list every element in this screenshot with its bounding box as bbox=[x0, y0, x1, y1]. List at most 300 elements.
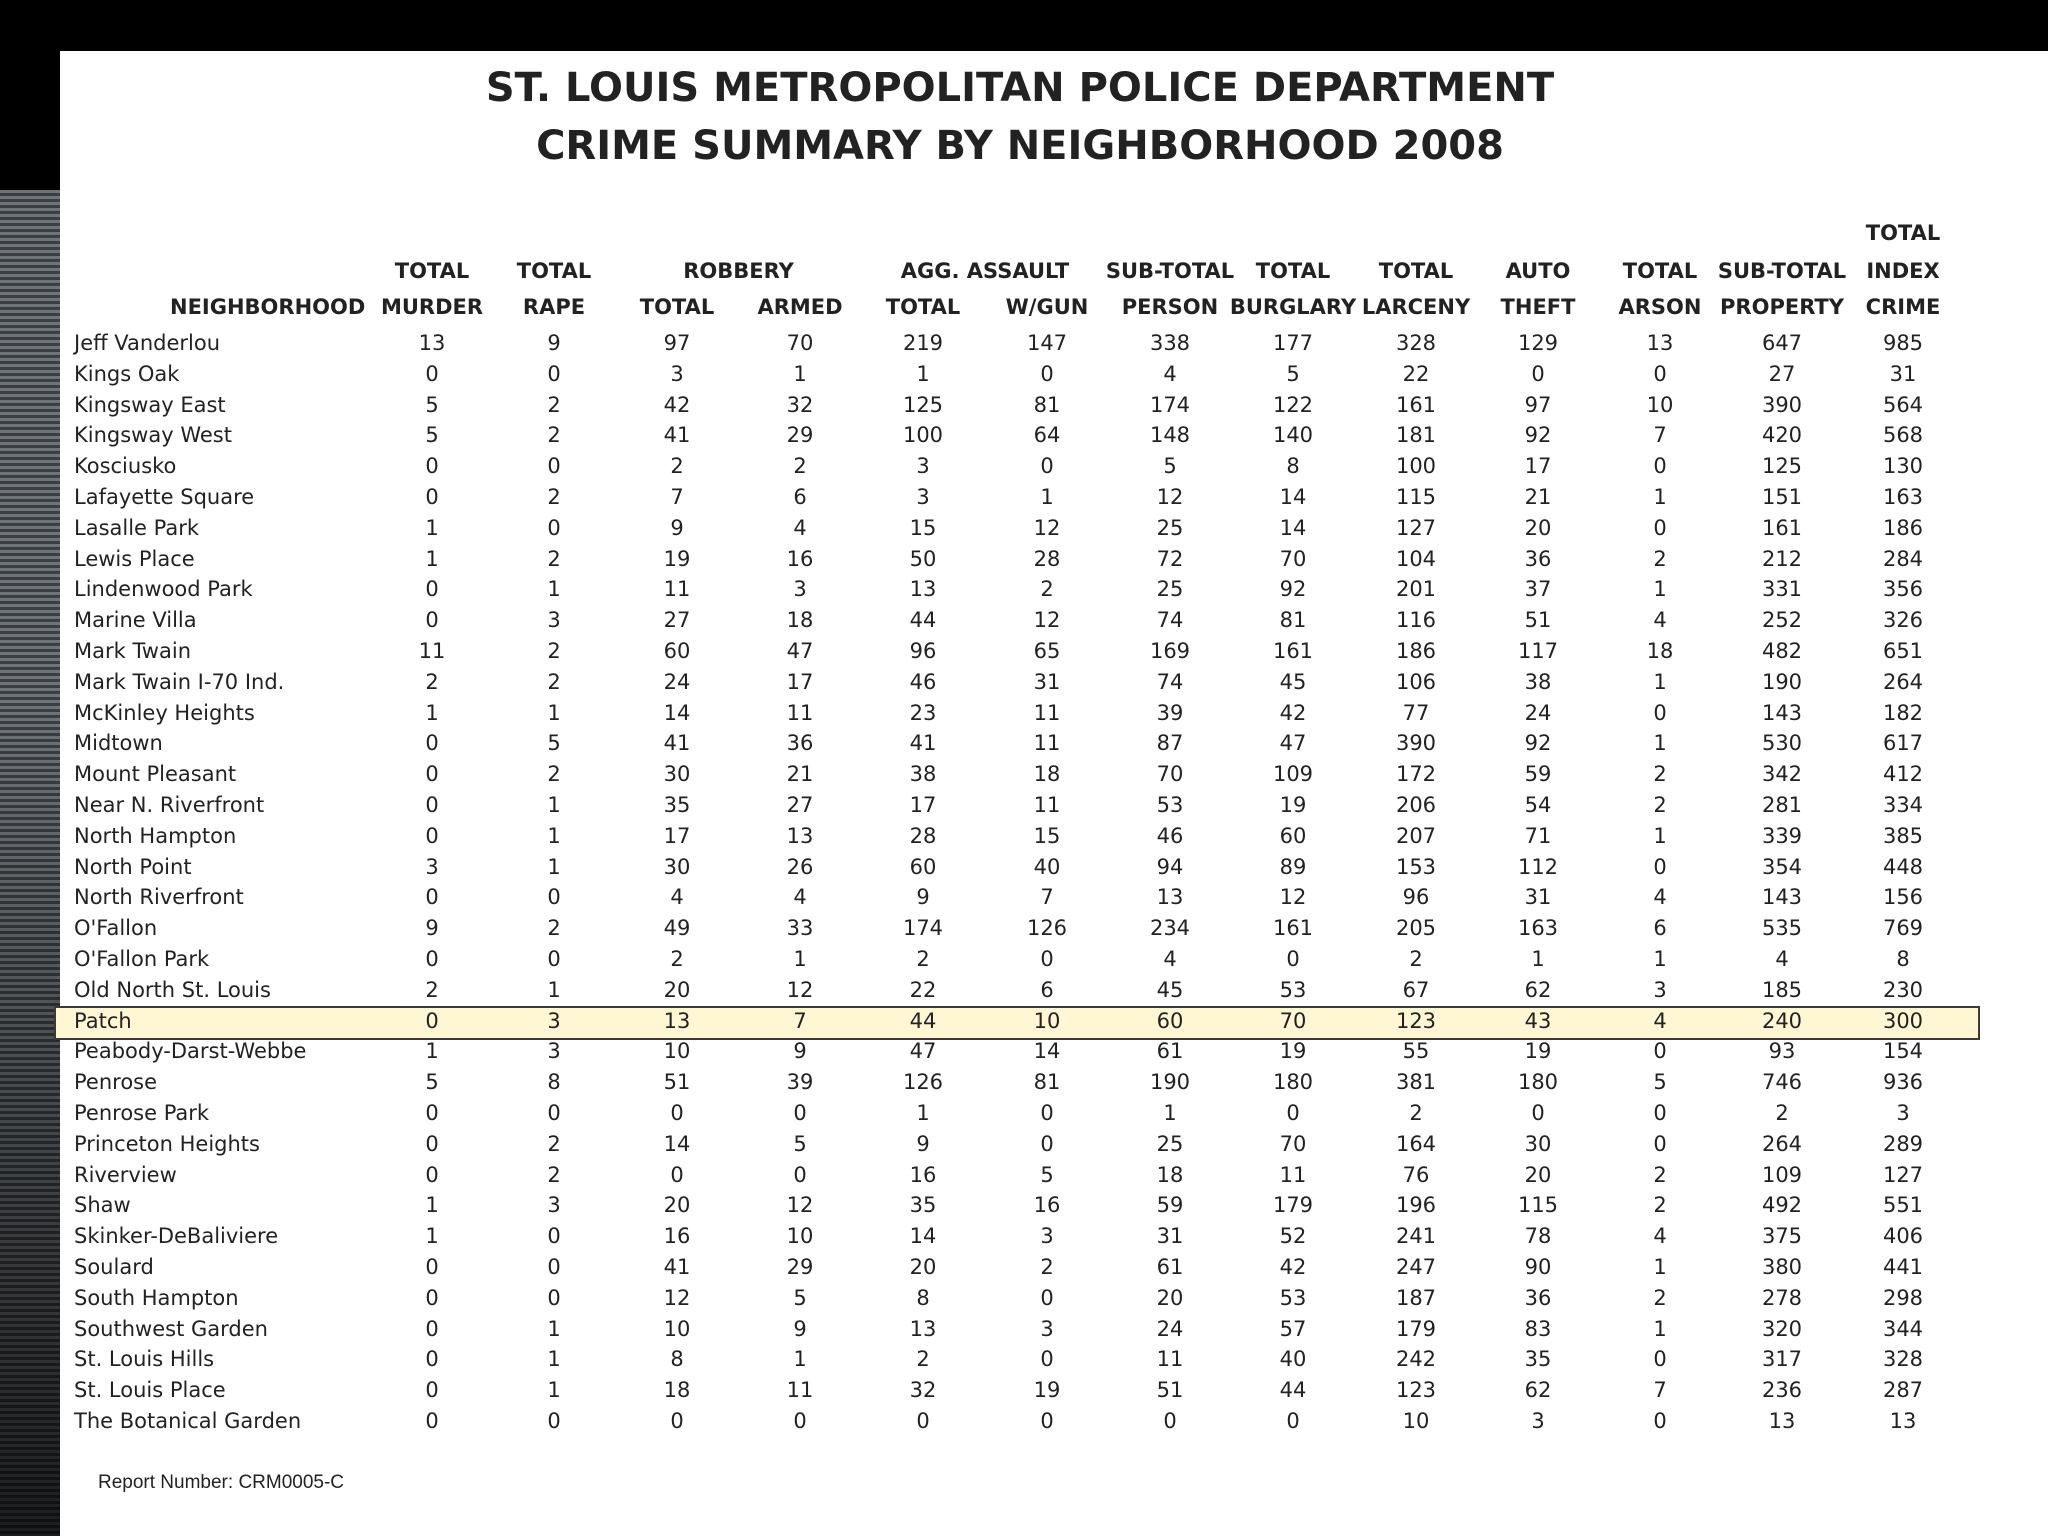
row-larceny-value: 186 bbox=[1395, 639, 1437, 663]
row-burglary-value: 70 bbox=[1279, 1131, 1307, 1156]
row-burglary-value: 5 bbox=[1286, 361, 1300, 386]
row-auto-theft-value: 54 bbox=[1524, 793, 1552, 817]
header-subtotal-person: PERSON bbox=[1121, 295, 1219, 319]
row-total-index-crime-value: 356 bbox=[1882, 577, 1924, 602]
row-larceny-value: 106 bbox=[1395, 669, 1437, 694]
row-larceny-value: 381 bbox=[1395, 1070, 1437, 1095]
row-auto-theft-value: 17 bbox=[1524, 454, 1552, 479]
row-assault-total-value: 100 bbox=[902, 423, 944, 448]
row-robbery-total-value: 8 bbox=[670, 1347, 684, 1372]
row-auto-theft-value: 92 bbox=[1524, 731, 1552, 756]
row-rape-value: 3 bbox=[547, 1039, 561, 1064]
header-robbery-total: TOTAL bbox=[639, 295, 715, 319]
row-robbery-total-value: 41 bbox=[663, 731, 691, 756]
row-larceny-value: 179 bbox=[1395, 1316, 1437, 1341]
row-arson-value: 1 bbox=[1653, 947, 1667, 971]
row-auto-theft-value: 59 bbox=[1524, 762, 1552, 787]
row-subtotal-person-value: 87 bbox=[1156, 731, 1184, 756]
row-rape-value: 2 bbox=[547, 423, 561, 448]
row-murder-value: 0 bbox=[425, 762, 439, 787]
row-subtotal-property-value: 530 bbox=[1761, 731, 1803, 756]
title-line-1: ST. LOUIS METROPOLITAN POLICE DEPARTMENT bbox=[485, 65, 1555, 111]
row-auto-theft-value: 115 bbox=[1517, 1193, 1559, 1218]
row-burglary-value: 14 bbox=[1279, 515, 1307, 540]
row-assault-total-value: 23 bbox=[909, 700, 937, 725]
row-neighborhood-name: Marine Villa bbox=[74, 608, 197, 633]
row-burglary-value: 70 bbox=[1279, 546, 1307, 571]
row-total-index-crime-value: 31 bbox=[1889, 361, 1917, 386]
header-larceny-top: TOTAL bbox=[1378, 259, 1454, 283]
row-assault-w-gun-value: 2 bbox=[1040, 1255, 1054, 1279]
row-larceny-value: 172 bbox=[1395, 762, 1437, 787]
row-subtotal-person-value: 25 bbox=[1156, 515, 1184, 540]
row-subtotal-person-value: 5 bbox=[1163, 454, 1177, 479]
row-larceny-value: 196 bbox=[1395, 1193, 1437, 1218]
row-larceny-value: 22 bbox=[1402, 361, 1430, 386]
row-arson-value: 4 bbox=[1653, 1224, 1667, 1249]
row-total-index-crime-value: 8 bbox=[1896, 947, 1910, 971]
row-murder-value: 13 bbox=[418, 331, 446, 355]
row-total-index-crime-value: 264 bbox=[1882, 669, 1924, 694]
row-robbery-armed-value: 5 bbox=[793, 1285, 807, 1310]
row-auto-theft-value: 62 bbox=[1524, 1378, 1552, 1403]
row-murder-value: 0 bbox=[425, 361, 439, 386]
row-burglary-value: 8 bbox=[1286, 454, 1300, 479]
row-assault-w-gun-value: 81 bbox=[1033, 392, 1061, 417]
row-assault-total-value: 2 bbox=[916, 1347, 930, 1372]
row-robbery-armed-value: 17 bbox=[786, 669, 814, 694]
row-rape-value: 0 bbox=[547, 361, 561, 386]
row-total-index-crime-value: 287 bbox=[1882, 1378, 1924, 1403]
row-murder-value: 2 bbox=[425, 669, 439, 694]
row-neighborhood-name: Soulard bbox=[74, 1255, 154, 1279]
row-murder-value: 1 bbox=[425, 1039, 439, 1064]
row-auto-theft-value: 129 bbox=[1517, 331, 1559, 355]
row-rape-value: 0 bbox=[547, 1255, 561, 1279]
row-assault-w-gun-value: 16 bbox=[1033, 1193, 1061, 1218]
row-robbery-armed-value: 1 bbox=[793, 1347, 807, 1372]
row-auto-theft-value: 38 bbox=[1524, 669, 1552, 694]
row-neighborhood-name: Lafayette Square bbox=[74, 485, 255, 509]
row-murder-value: 5 bbox=[425, 1070, 439, 1095]
row-burglary-value: 19 bbox=[1279, 1039, 1307, 1064]
row-robbery-armed-value: 21 bbox=[786, 762, 814, 787]
row-robbery-armed-value: 27 bbox=[786, 793, 814, 817]
row-neighborhood-name: Penrose Park bbox=[74, 1101, 210, 1125]
row-assault-total-value: 35 bbox=[909, 1193, 937, 1218]
row-robbery-total-value: 18 bbox=[663, 1378, 691, 1403]
row-subtotal-person-value: 24 bbox=[1156, 1316, 1184, 1341]
row-auto-theft-value: 3 bbox=[1531, 1409, 1545, 1433]
title-line-2: CRIME SUMMARY BY NEIGHBORHOOD 2008 bbox=[536, 123, 1504, 169]
row-neighborhood-name: North Hampton bbox=[74, 823, 237, 848]
row-robbery-armed-value: 0 bbox=[793, 1162, 807, 1187]
row-rape-value: 2 bbox=[547, 916, 561, 941]
row-total-index-crime-value: 334 bbox=[1882, 793, 1924, 817]
row-neighborhood-name: Near N. Riverfront bbox=[74, 793, 265, 817]
row-robbery-total-value: 14 bbox=[663, 700, 691, 725]
header-rape: RAPE bbox=[522, 295, 586, 319]
row-burglary-value: 89 bbox=[1279, 854, 1307, 879]
row-assault-w-gun-value: 31 bbox=[1033, 669, 1061, 694]
row-subtotal-person-value: 0 bbox=[1163, 1409, 1177, 1433]
row-assault-total-value: 9 bbox=[916, 885, 930, 910]
row-assault-w-gun-value: 18 bbox=[1033, 762, 1061, 787]
row-robbery-armed-value: 70 bbox=[786, 331, 814, 355]
row-arson-value: 2 bbox=[1653, 793, 1667, 817]
row-arson-value: 1 bbox=[1653, 823, 1667, 848]
row-robbery-total-value: 10 bbox=[663, 1316, 691, 1341]
row-assault-w-gun-value: 40 bbox=[1033, 854, 1061, 879]
row-subtotal-person-value: 234 bbox=[1149, 916, 1191, 941]
row-robbery-total-value: 0 bbox=[670, 1409, 684, 1433]
row-robbery-total-value: 41 bbox=[663, 423, 691, 448]
row-assault-w-gun-value: 28 bbox=[1033, 546, 1061, 571]
row-auto-theft-value: 0 bbox=[1531, 361, 1545, 386]
header-burglary: BURGLARY bbox=[1229, 295, 1357, 319]
document-title bbox=[60, 59, 1980, 175]
row-burglary-value: 14 bbox=[1279, 485, 1307, 509]
row-larceny-value: 55 bbox=[1402, 1039, 1430, 1064]
row-subtotal-person-value: 72 bbox=[1156, 546, 1184, 571]
row-assault-w-gun-value: 15 bbox=[1033, 823, 1061, 848]
row-neighborhood-name: St. Louis Hills bbox=[74, 1347, 215, 1372]
row-burglary-value: 47 bbox=[1279, 731, 1307, 756]
row-neighborhood-name: Kingsway West bbox=[74, 423, 232, 448]
row-larceny-value: 161 bbox=[1395, 392, 1437, 417]
row-subtotal-person-value: 4 bbox=[1163, 947, 1177, 971]
row-murder-value: 0 bbox=[425, 454, 439, 479]
header-total-index-top: TOTAL bbox=[1865, 221, 1941, 245]
row-robbery-total-value: 13 bbox=[663, 1008, 691, 1033]
row-total-index-crime-value: 568 bbox=[1882, 423, 1924, 448]
row-burglary-value: 44 bbox=[1279, 1378, 1307, 1403]
row-neighborhood-name: O'Fallon bbox=[74, 916, 158, 941]
row-rape-value: 1 bbox=[547, 977, 561, 1002]
row-subtotal-person-value: 45 bbox=[1156, 977, 1184, 1002]
row-auto-theft-value: 19 bbox=[1524, 1039, 1552, 1064]
row-robbery-total-value: 11 bbox=[663, 577, 691, 602]
row-larceny-value: 241 bbox=[1395, 1224, 1437, 1249]
row-rape-value: 0 bbox=[547, 454, 561, 479]
row-murder-value: 5 bbox=[425, 392, 439, 417]
row-arson-value: 2 bbox=[1653, 546, 1667, 571]
row-larceny-value: 247 bbox=[1395, 1255, 1437, 1279]
row-auto-theft-value: 180 bbox=[1517, 1070, 1559, 1095]
row-arson-value: 1 bbox=[1653, 1255, 1667, 1279]
row-arson-value: 10 bbox=[1646, 392, 1674, 417]
header-group-agg-assault: AGG. ASSAULT bbox=[900, 259, 1070, 283]
row-larceny-value: 2 bbox=[1409, 1101, 1423, 1125]
row-subtotal-property-value: 492 bbox=[1761, 1193, 1803, 1218]
row-neighborhood-name: O'Fallon Park bbox=[74, 947, 210, 971]
row-rape-value: 3 bbox=[547, 608, 561, 633]
row-assault-w-gun-value: 11 bbox=[1033, 793, 1061, 817]
row-murder-value: 0 bbox=[425, 731, 439, 756]
row-murder-value: 0 bbox=[425, 577, 439, 602]
row-assault-w-gun-value: 6 bbox=[1040, 977, 1054, 1002]
row-subtotal-property-value: 535 bbox=[1761, 916, 1803, 941]
row-neighborhood-name: Princeton Heights bbox=[74, 1131, 260, 1156]
row-assault-total-value: 2 bbox=[916, 947, 930, 971]
row-assault-total-value: 28 bbox=[909, 823, 937, 848]
row-robbery-total-value: 51 bbox=[663, 1070, 691, 1095]
row-subtotal-property-value: 281 bbox=[1761, 793, 1803, 817]
row-robbery-total-value: 19 bbox=[663, 546, 691, 571]
row-rape-value: 2 bbox=[547, 762, 561, 787]
row-murder-value: 0 bbox=[425, 1101, 439, 1125]
row-burglary-value: 0 bbox=[1286, 1409, 1300, 1433]
row-murder-value: 11 bbox=[418, 639, 446, 663]
row-neighborhood-name: St. Louis Place bbox=[74, 1378, 226, 1403]
row-subtotal-person-value: 61 bbox=[1156, 1039, 1184, 1064]
row-subtotal-person-value: 70 bbox=[1156, 762, 1184, 787]
row-larceny-value: 10 bbox=[1402, 1409, 1430, 1433]
row-robbery-total-value: 42 bbox=[663, 392, 691, 417]
row-rape-value: 1 bbox=[547, 700, 561, 725]
row-murder-value: 0 bbox=[425, 1347, 439, 1372]
row-assault-w-gun-value: 11 bbox=[1033, 700, 1061, 725]
row-assault-total-value: 44 bbox=[909, 608, 937, 633]
row-subtotal-person-value: 31 bbox=[1156, 1224, 1184, 1249]
header-rape-top: TOTAL bbox=[516, 259, 592, 283]
row-robbery-armed-value: 11 bbox=[786, 700, 814, 725]
row-total-index-crime-value: 127 bbox=[1882, 1162, 1924, 1187]
row-neighborhood-name: Midtown bbox=[74, 731, 163, 756]
row-subtotal-property-value: 143 bbox=[1761, 700, 1803, 725]
row-assault-w-gun-value: 5 bbox=[1040, 1162, 1054, 1187]
row-subtotal-property-value: 331 bbox=[1761, 577, 1803, 602]
row-total-index-crime-value: 13 bbox=[1889, 1409, 1917, 1433]
row-larceny-value: 164 bbox=[1395, 1131, 1437, 1156]
row-burglary-value: 179 bbox=[1272, 1193, 1314, 1218]
row-assault-w-gun-value: 10 bbox=[1033, 1008, 1061, 1033]
row-larceny-value: 115 bbox=[1395, 485, 1437, 509]
row-murder-value: 1 bbox=[425, 1193, 439, 1218]
row-robbery-total-value: 20 bbox=[663, 1193, 691, 1218]
row-arson-value: 0 bbox=[1653, 1039, 1667, 1064]
row-assault-w-gun-value: 12 bbox=[1033, 515, 1061, 540]
row-assault-total-value: 13 bbox=[909, 577, 937, 602]
row-subtotal-person-value: 74 bbox=[1156, 669, 1184, 694]
row-subtotal-property-value: 2 bbox=[1775, 1101, 1789, 1125]
row-assault-w-gun-value: 0 bbox=[1040, 1101, 1054, 1125]
row-larceny-value: 205 bbox=[1395, 916, 1437, 941]
header-burglary-top: TOTAL bbox=[1255, 259, 1331, 283]
row-assault-w-gun-value: 7 bbox=[1040, 885, 1054, 910]
row-burglary-value: 161 bbox=[1272, 639, 1314, 663]
row-subtotal-person-value: 190 bbox=[1149, 1070, 1191, 1095]
row-robbery-total-value: 12 bbox=[663, 1285, 691, 1310]
row-rape-value: 2 bbox=[547, 669, 561, 694]
row-neighborhood-name: McKinley Heights bbox=[74, 700, 255, 725]
row-assault-w-gun-value: 1 bbox=[1040, 485, 1054, 509]
header-larceny: LARCENY bbox=[1361, 295, 1471, 319]
row-robbery-armed-value: 9 bbox=[793, 1039, 807, 1064]
row-subtotal-property-value: 647 bbox=[1761, 331, 1803, 355]
row-assault-w-gun-value: 0 bbox=[1040, 1285, 1054, 1310]
row-robbery-total-value: 30 bbox=[663, 854, 691, 879]
row-subtotal-person-value: 25 bbox=[1156, 1131, 1184, 1156]
row-murder-value: 0 bbox=[425, 793, 439, 817]
row-robbery-armed-value: 13 bbox=[786, 823, 814, 848]
row-total-index-crime-value: 298 bbox=[1882, 1285, 1924, 1310]
row-subtotal-person-value: 338 bbox=[1149, 331, 1191, 355]
row-assault-total-value: 32 bbox=[909, 1378, 937, 1403]
row-auto-theft-value: 90 bbox=[1524, 1255, 1552, 1279]
row-subtotal-person-value: 4 bbox=[1163, 361, 1177, 386]
row-rape-value: 1 bbox=[547, 823, 561, 848]
row-robbery-armed-value: 7 bbox=[793, 1008, 807, 1033]
row-burglary-value: 11 bbox=[1279, 1162, 1307, 1187]
row-auto-theft-value: 20 bbox=[1524, 515, 1552, 540]
row-neighborhood-name: Jeff Vanderlou bbox=[74, 331, 221, 355]
row-arson-value: 18 bbox=[1646, 639, 1674, 663]
row-rape-value: 2 bbox=[547, 485, 561, 509]
row-larceny-value: 123 bbox=[1395, 1378, 1437, 1403]
row-rape-value: 2 bbox=[547, 1162, 561, 1187]
row-burglary-value: 180 bbox=[1272, 1070, 1314, 1095]
row-robbery-total-value: 60 bbox=[663, 639, 691, 663]
header-subtotal-property: PROPERTY bbox=[1720, 295, 1844, 319]
row-robbery-armed-value: 16 bbox=[786, 546, 814, 571]
row-neighborhood-name: The Botanical Garden bbox=[74, 1409, 302, 1433]
header-robbery-armed: ARMED bbox=[757, 295, 843, 319]
row-robbery-armed-value: 18 bbox=[786, 608, 814, 633]
row-larceny-value: 77 bbox=[1402, 700, 1430, 725]
row-auto-theft-value: 43 bbox=[1524, 1008, 1552, 1033]
row-arson-value: 4 bbox=[1653, 1008, 1667, 1033]
row-auto-theft-value: 51 bbox=[1524, 608, 1552, 633]
row-burglary-value: 57 bbox=[1279, 1316, 1307, 1341]
row-total-index-crime-value: 154 bbox=[1882, 1039, 1924, 1064]
row-assault-total-value: 16 bbox=[909, 1162, 937, 1187]
row-subtotal-person-value: 46 bbox=[1156, 823, 1184, 848]
row-total-index-crime-value: 3 bbox=[1896, 1101, 1910, 1125]
header-auto-theft-top: AUTO bbox=[1505, 259, 1571, 283]
row-rape-value: 2 bbox=[547, 392, 561, 417]
row-rape-value: 0 bbox=[547, 1285, 561, 1310]
row-subtotal-person-value: 59 bbox=[1156, 1193, 1184, 1218]
row-subtotal-property-value: 190 bbox=[1761, 669, 1803, 694]
report-number: Report Number: CRM0005-C bbox=[98, 1472, 345, 1493]
row-neighborhood-name: Mount Pleasant bbox=[74, 762, 237, 787]
highlighted-row-patch bbox=[54, 1006, 1980, 1040]
background-left-shade bbox=[0, 700, 60, 1536]
row-arson-value: 2 bbox=[1653, 762, 1667, 787]
row-subtotal-property-value: 13 bbox=[1768, 1409, 1796, 1433]
row-murder-value: 0 bbox=[425, 1285, 439, 1310]
row-robbery-total-value: 3 bbox=[670, 361, 684, 386]
row-robbery-total-value: 16 bbox=[663, 1224, 691, 1249]
row-rape-value: 2 bbox=[547, 639, 561, 663]
row-assault-total-value: 41 bbox=[909, 731, 937, 756]
row-assault-w-gun-value: 81 bbox=[1033, 1070, 1061, 1095]
row-neighborhood-name: Kosciusko bbox=[74, 454, 177, 479]
row-rape-value: 2 bbox=[547, 546, 561, 571]
row-total-index-crime-value: 651 bbox=[1882, 639, 1924, 663]
row-robbery-armed-value: 4 bbox=[793, 885, 807, 910]
row-neighborhood-name: North Point bbox=[74, 854, 192, 879]
row-robbery-armed-value: 11 bbox=[786, 1378, 814, 1403]
row-subtotal-property-value: 339 bbox=[1761, 823, 1803, 848]
row-assault-w-gun-value: 126 bbox=[1026, 916, 1068, 941]
row-assault-w-gun-value: 0 bbox=[1040, 1131, 1054, 1156]
row-arson-value: 1 bbox=[1653, 731, 1667, 756]
row-robbery-armed-value: 6 bbox=[793, 485, 807, 509]
row-assault-total-value: 1 bbox=[916, 1101, 930, 1125]
row-murder-value: 0 bbox=[425, 1131, 439, 1156]
row-rape-value: 0 bbox=[547, 947, 561, 971]
row-robbery-total-value: 35 bbox=[663, 793, 691, 817]
row-subtotal-property-value: 185 bbox=[1761, 977, 1803, 1002]
row-robbery-armed-value: 10 bbox=[786, 1224, 814, 1249]
row-murder-value: 0 bbox=[425, 608, 439, 633]
row-assault-total-value: 1 bbox=[916, 361, 930, 386]
row-auto-theft-value: 20 bbox=[1524, 1162, 1552, 1187]
row-robbery-armed-value: 0 bbox=[793, 1101, 807, 1125]
row-larceny-value: 67 bbox=[1402, 977, 1430, 1002]
row-subtotal-person-value: 1 bbox=[1163, 1101, 1177, 1125]
row-assault-total-value: 50 bbox=[909, 546, 937, 571]
row-total-index-crime-value: 130 bbox=[1882, 454, 1924, 479]
row-total-index-crime-value: 182 bbox=[1882, 700, 1924, 725]
header-total-index-crime: CRIME bbox=[1865, 295, 1941, 319]
row-arson-value: 0 bbox=[1653, 361, 1667, 386]
row-robbery-armed-value: 39 bbox=[786, 1070, 814, 1095]
row-robbery-armed-value: 33 bbox=[786, 916, 814, 941]
row-larceny-value: 181 bbox=[1395, 423, 1437, 448]
row-assault-total-value: 13 bbox=[909, 1316, 937, 1341]
row-subtotal-property-value: 380 bbox=[1761, 1255, 1803, 1279]
row-larceny-value: 328 bbox=[1395, 331, 1437, 355]
header-arson-top: TOTAL bbox=[1622, 259, 1698, 283]
row-larceny-value: 100 bbox=[1395, 454, 1437, 479]
row-subtotal-person-value: 60 bbox=[1156, 1008, 1184, 1033]
row-murder-value: 1 bbox=[425, 546, 439, 571]
row-subtotal-person-value: 148 bbox=[1149, 423, 1191, 448]
row-rape-value: 0 bbox=[547, 885, 561, 910]
row-arson-value: 2 bbox=[1653, 1162, 1667, 1187]
row-neighborhood-name: Southwest Garden bbox=[74, 1316, 268, 1341]
row-neighborhood-name: Riverview bbox=[74, 1162, 177, 1187]
row-subtotal-property-value: 342 bbox=[1761, 762, 1803, 787]
row-arson-value: 1 bbox=[1653, 1316, 1667, 1341]
row-total-index-crime-value: 230 bbox=[1882, 977, 1924, 1002]
row-subtotal-property-value: 482 bbox=[1761, 639, 1803, 663]
row-rape-value: 0 bbox=[547, 1409, 561, 1433]
row-subtotal-property-value: 320 bbox=[1761, 1316, 1803, 1341]
row-total-index-crime-value: 564 bbox=[1882, 392, 1924, 417]
row-rape-value: 1 bbox=[547, 854, 561, 879]
row-robbery-armed-value: 32 bbox=[786, 392, 814, 417]
row-auto-theft-value: 31 bbox=[1524, 885, 1552, 910]
row-auto-theft-value: 71 bbox=[1524, 823, 1552, 848]
row-assault-w-gun-value: 12 bbox=[1033, 608, 1061, 633]
row-auto-theft-value: 117 bbox=[1517, 639, 1559, 663]
row-arson-value: 0 bbox=[1653, 515, 1667, 540]
row-murder-value: 0 bbox=[425, 485, 439, 509]
row-neighborhood-name: Mark Twain bbox=[74, 639, 191, 663]
row-total-index-crime-value: 186 bbox=[1882, 515, 1924, 540]
row-arson-value: 0 bbox=[1653, 454, 1667, 479]
row-subtotal-property-value: 143 bbox=[1761, 885, 1803, 910]
row-larceny-value: 96 bbox=[1402, 885, 1430, 910]
row-robbery-armed-value: 4 bbox=[793, 515, 807, 540]
row-larceny-value: 242 bbox=[1395, 1347, 1437, 1372]
row-larceny-value: 207 bbox=[1395, 823, 1437, 848]
row-neighborhood-name: Penrose bbox=[74, 1070, 158, 1095]
